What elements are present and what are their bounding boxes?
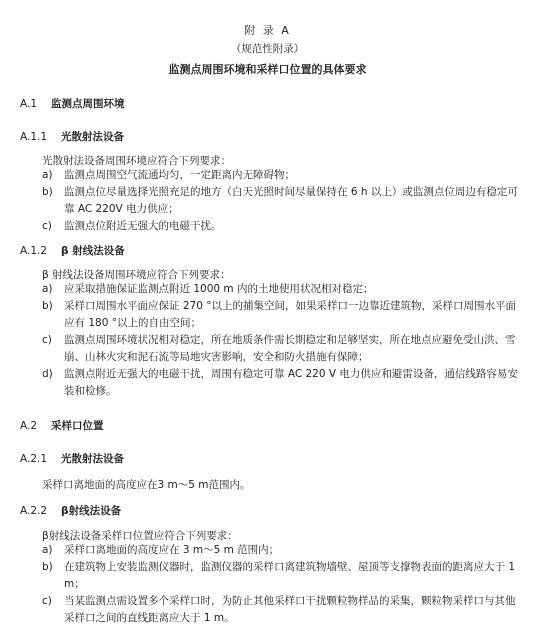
list-text: 应采取措施保证监测点附近 1000 m 内的土地使用状况相对稳定；	[64, 283, 374, 295]
section-title: 光散射法设备	[61, 131, 125, 143]
section-a22-intro: β射线法设备采样口位置应符合下列要求：	[42, 530, 238, 542]
list-item	[42, 281, 522, 298]
section-number: A.2	[20, 420, 38, 432]
list-marker: c)	[42, 334, 52, 346]
section-a12-intro: β 射线法设备周围环境应符合下列要求：	[42, 269, 231, 281]
section-a12-heading	[20, 243, 125, 258]
list-text: 采样口周围水平面应保证 270 °以上的捕集空间，如果采样口一边靠近建筑物，采样口周围水平面应有 180 °以上的自由空间；	[64, 300, 516, 329]
list-text: 在建筑物上安装监测仪器时，监测仪器的采样口离建筑物墙壁、屋顶等支撑物表面的距离应大于 1 m；	[64, 561, 516, 590]
appendix-heading: 监测点周围环境和采样口位置的具体要求	[168, 63, 367, 76]
list-item	[42, 559, 522, 593]
section-number: A.2.2	[20, 505, 48, 517]
section-a11-intro: 光散射法设备周围环境应符合下列要求：	[42, 155, 231, 167]
section-number: A.1.1	[20, 131, 48, 143]
section-title: 采样口位置	[51, 420, 104, 432]
list-text: 监测点位附近无强大的电磁干扰。	[64, 220, 222, 232]
list-item	[42, 184, 522, 218]
list-item	[42, 298, 522, 332]
list-marker: c)	[42, 220, 52, 232]
section-a21-heading	[20, 451, 124, 466]
section-number: A.1	[20, 98, 38, 110]
list-item	[42, 593, 522, 627]
list-marker: a)	[42, 544, 53, 556]
list-item	[42, 332, 522, 366]
section-a2-heading	[20, 418, 104, 433]
list-text: 当某监测点需设置多个采样口时，为防止其他采样口干扰颗粒物样品的采集，颗粒物采样口与其他采样口之间的直线距离应大于 1 m。	[64, 595, 516, 624]
section-number: A.1.2	[20, 245, 48, 257]
appendix-subtitle: （规范性附录）	[230, 43, 305, 55]
list-item	[42, 366, 522, 400]
list-item	[42, 218, 522, 235]
section-title: β 射线法设备	[61, 245, 125, 257]
list-text: 监测点附近无强大的电磁干扰，周围有稳定可靠 AC 220 V 电力供应和避雷设备，通信线路容易安装和检修。	[64, 368, 518, 397]
list-item	[42, 167, 522, 184]
section-a1-heading	[20, 96, 125, 111]
list-marker: a)	[42, 283, 53, 295]
list-item	[42, 542, 522, 559]
list-text: 监测点周围环境状况相对稳定，所在地质条件需长期稳定和足够坚实，所在地点应避免受山洪、雪崩、山林火灾和泥石流等局地灾害影响，安全和防火措施有保障；	[64, 334, 516, 363]
section-title: 光散射法设备	[61, 453, 125, 465]
section-a11-heading	[20, 129, 124, 144]
section-a21-body: 采样口离地面的高度应在3 m～5 m范围内。	[42, 479, 251, 491]
list-marker: b)	[42, 186, 53, 198]
list-marker: b)	[42, 300, 53, 312]
section-a22-heading	[20, 503, 121, 518]
list-text: 监测点周围空气流通均匀，一定距离内无障碍物；	[64, 169, 295, 181]
list-marker: d)	[42, 368, 53, 380]
section-title: 监测点周围环境	[51, 98, 125, 110]
list-marker: b)	[42, 561, 53, 573]
list-text: 采样口离地面的高度应在 3 m～5 m 范围内；	[64, 544, 280, 556]
appendix-title: 附 录 A	[244, 24, 291, 37]
list-text: 监测点位尽量选择光照充足的地方（白天光照时间尽量保持在 6 h 以上）或监测点位周边有稳定可靠 AC 220V 电力供应；	[64, 186, 518, 215]
list-marker: a)	[42, 169, 53, 181]
section-number: A.2.1	[20, 453, 48, 465]
list-marker: c)	[42, 595, 52, 607]
section-title: β射线法设备	[61, 505, 122, 517]
